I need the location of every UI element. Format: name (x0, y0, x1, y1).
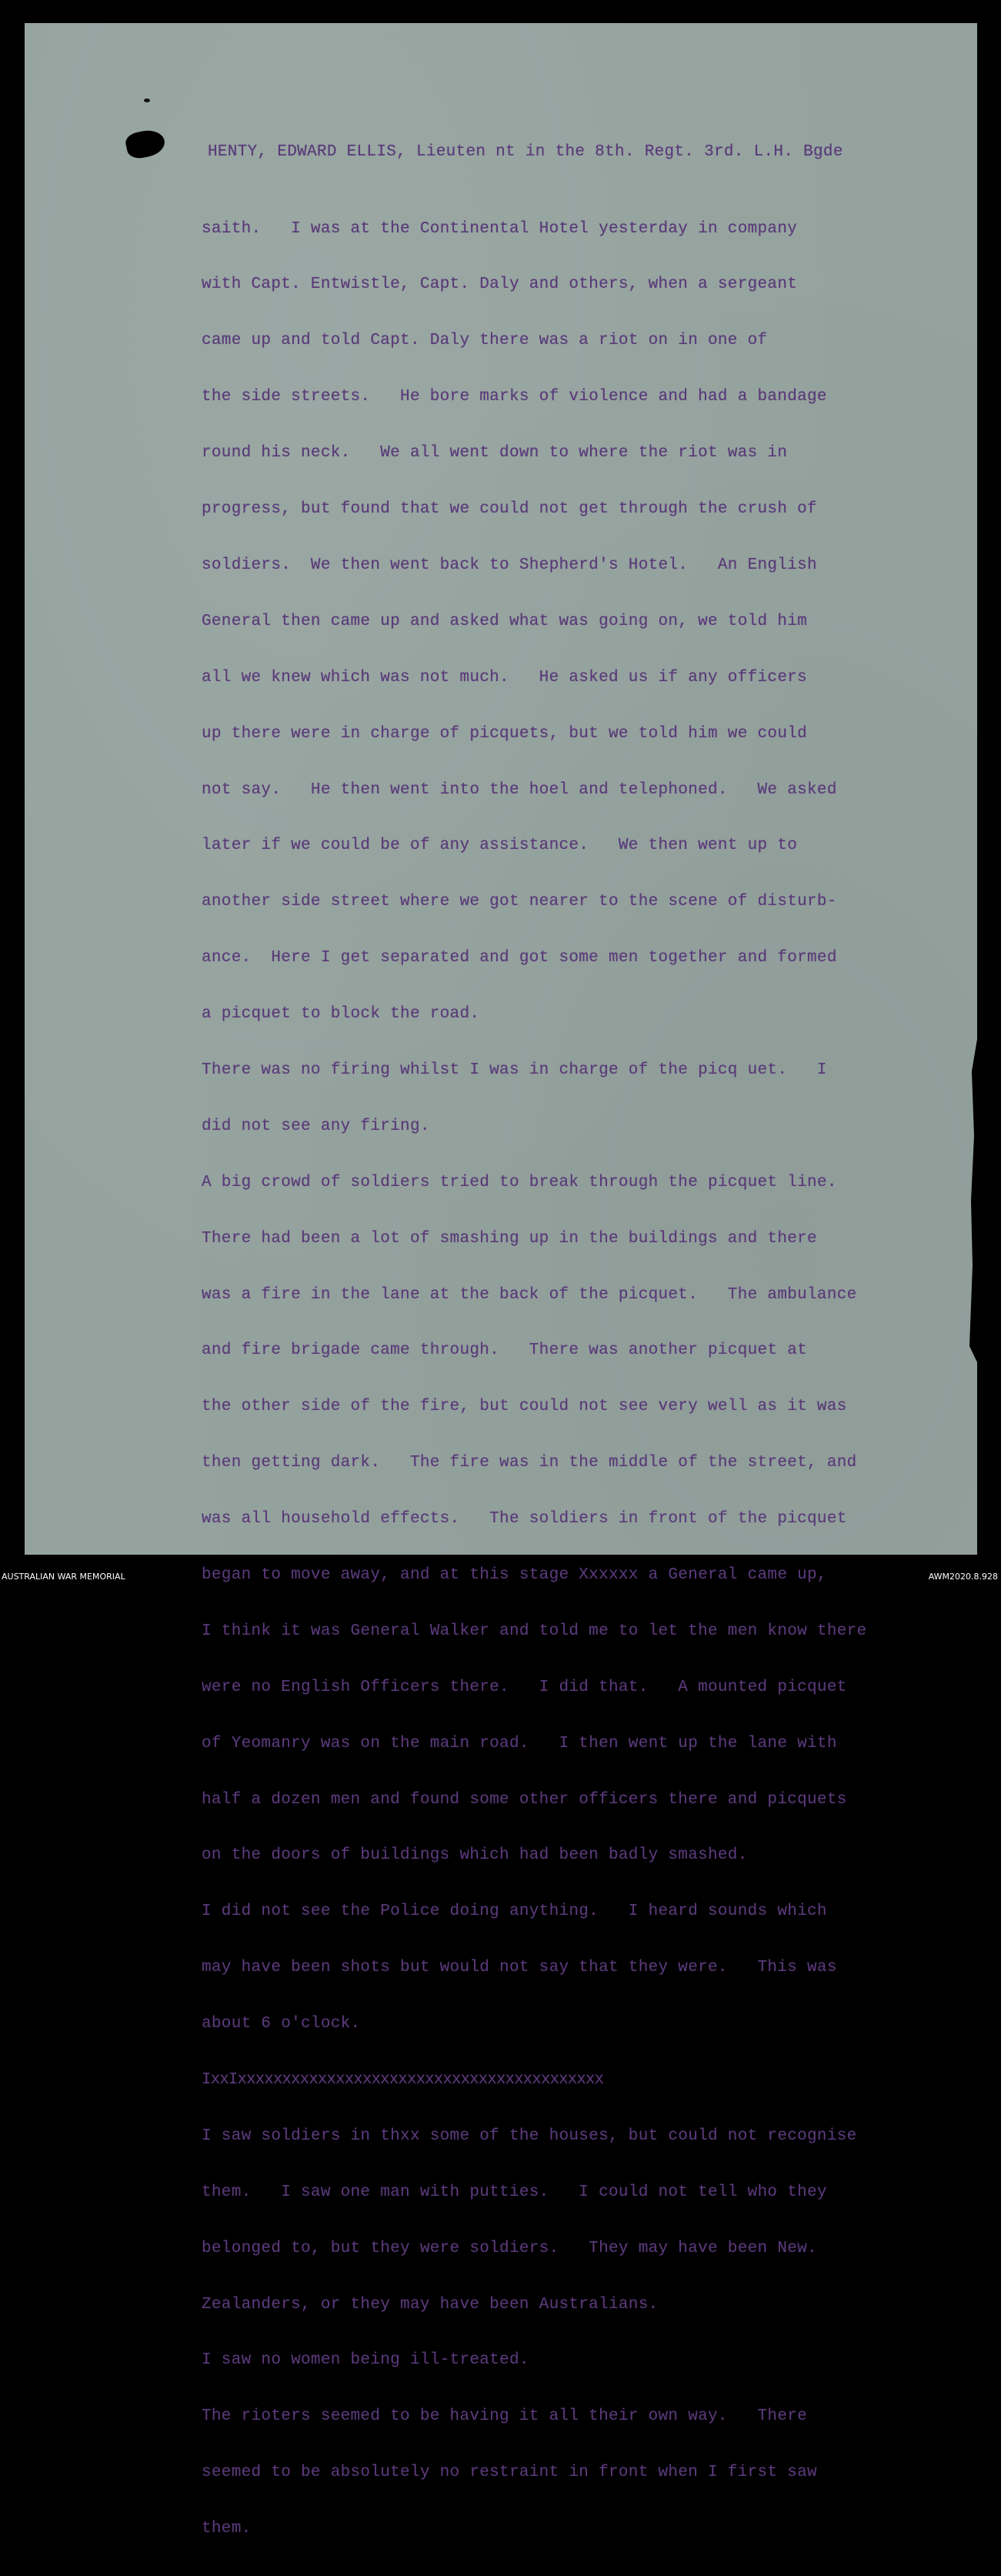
text-line: There had been a lot of smashing up in the buildings and there (202, 1229, 817, 1248)
text-line: the side streets. He bore marks of violence and had a bandage (202, 388, 827, 406)
struck-out-line: IxxIxxxxxxxxxxxxxxxxxxxxxxxxxxxxxxxxxxxxxxxxx (202, 2070, 604, 2089)
text-line: on the doors of buildings which had been badly smashed. (202, 1846, 748, 1865)
text-line: was a fire in the lane at the back of the picquet. The ambulance (202, 1285, 857, 1304)
text-line: came up and told Capt. Daly there was a riot on in one of (202, 332, 768, 350)
text-line: may have been shots but would not say that they were. This was (202, 1959, 837, 1977)
text-line: Zealanders, or they may have been Australians. (202, 2295, 659, 2314)
text-line: There was no firing whilst I was in charge of the picq uet. I (202, 1061, 827, 1079)
text-line: I saw soldiers in thxx some of the houses, but could not recognise (202, 2127, 857, 2145)
text-line: began to move away, and at this stage Xxxxxx a General came up, (202, 1565, 827, 1584)
text-line: a picquet to block the road. (202, 1005, 480, 1024)
text-line: the other side of the fire, but could not see very well as it was (202, 1398, 847, 1416)
paper-hole (124, 127, 167, 161)
text-line: half a dozen men and found some other officers there and picquets (202, 1790, 847, 1809)
text-line: I saw no women being ill-treated. (202, 2351, 529, 2370)
text-line: saith. I was at the Continental Hotel yesterday in company (202, 219, 798, 238)
text-line: all we knew which was not much. He asked us if any officers (202, 668, 808, 687)
text-line: progress, but found that we could not get through the crush of (202, 500, 817, 519)
text-line: another side street where we got nearer to the scene of disturb- (202, 893, 837, 911)
text-line: were no English Officers there. I did that. A mounted picquet (202, 1678, 847, 1696)
text-line: of Yeomanry was on the main road. I then went up the lane with (202, 1734, 837, 1752)
document-heading: HENTY, EDWARD ELLIS, Lieuten nt in the 8th. Regt. 3rd. L.H. Bgde (208, 143, 843, 161)
text-line: round his neck. We all went down to where the riot was in (202, 444, 788, 463)
text-line: General then came up and asked what was going on, we told him (202, 612, 808, 630)
text-line: soldiers. We then went back to Shepherd's Hotel. An English (202, 556, 817, 574)
paper-tear (969, 1039, 977, 1362)
text-line: not say. He then went into the hoel and telephoned. We asked (202, 780, 837, 799)
text-line: about 6 o'clock. (202, 2015, 361, 2033)
document-body (202, 182, 866, 2576)
archive-reference: AWM2020.8.928 (928, 1572, 998, 1582)
text-line: with Capt. Entwistle, Capt. Daly and others, when a sergeant (202, 276, 798, 294)
text-line: them. I saw one man with putties. I could not tell who they (202, 2183, 827, 2201)
text-line: did not see any firing. (202, 1117, 430, 1135)
text-line: them. (202, 2520, 252, 2538)
text-line: A big crowd of soldiers tried to break through the picquet line. (202, 1173, 837, 1191)
text-line: up there were in charge of picquets, but we told him we could (202, 724, 808, 743)
text-line: later if we could be of any assistance. We then went up to (202, 837, 798, 855)
text-line: then getting dark. The fire was in the middle of the street, and (202, 1454, 857, 1472)
text-line: The rioters seemed to be having it all their own way. There (202, 2407, 808, 2426)
text-line: ance. Here I get separated and got some men together and formed (202, 949, 837, 967)
paper-speck (144, 99, 150, 102)
text-line: I did not see the Police doing anything. I heard sounds which (202, 1903, 827, 1921)
archive-credit: AUSTRALIAN WAR MEMORIAL (2, 1572, 125, 1582)
text-line: and fire brigade came through. There was another picquet at (202, 1341, 808, 1360)
text-line: was all household effects. The soldiers in front of the picquet (202, 1510, 847, 1529)
text-line: I think it was General Walker and told me to let the men know there (202, 1622, 867, 1640)
text-line: belonged to, but they were soldiers. They may have been New. (202, 2239, 817, 2257)
text-line: seemed to be absolutely no restraint in front when I first saw (202, 2464, 817, 2482)
